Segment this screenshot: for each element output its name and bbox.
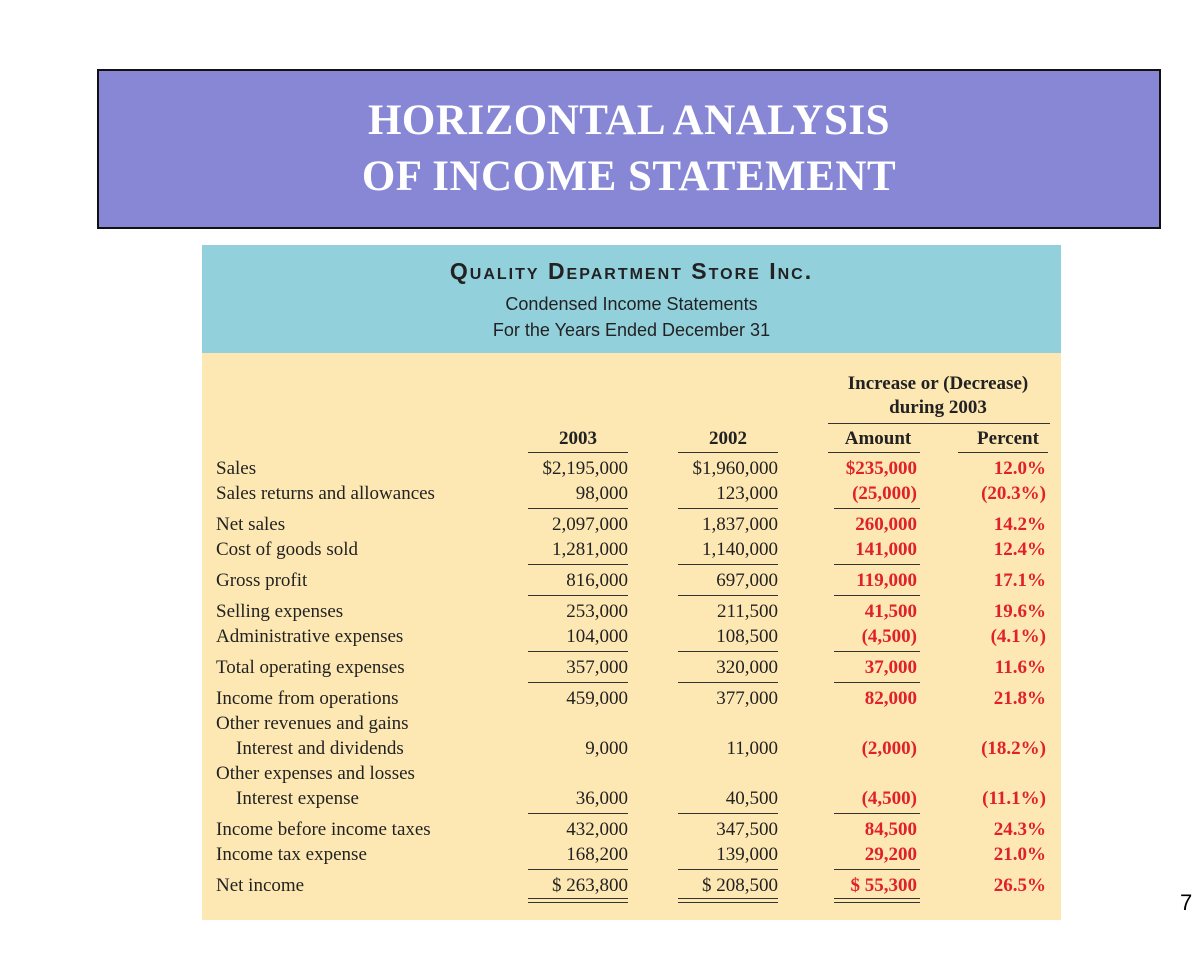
cell-2002: 108,500 [716,626,778,647]
statement-header [202,245,1061,353]
statement-subtitle: Condensed Income Statements [505,294,758,314]
subtotal-rule [528,813,628,814]
subtotal-rule [678,869,778,870]
cell-2002: 123,000 [716,483,778,504]
cell-amount: 260,000 [855,514,917,535]
col-header-rule [828,452,920,453]
cell-2002: 320,000 [716,657,778,678]
row-label: Cost of goods sold [216,539,358,560]
group-header-line-1: Increase or (Decrease) [847,373,1029,394]
cell-2003: $2,195,000 [542,458,628,479]
cell-amount: (4,500) [861,626,917,647]
cell-2003: 253,000 [566,601,628,622]
row-label: Interest and dividends [236,738,404,759]
cell-percent: 26.5% [993,875,1046,896]
cell-2002: 139,000 [716,844,778,865]
cell-amount: 41,500 [864,601,917,622]
cell-2002: 347,500 [716,819,778,840]
page-number: 7 [1180,890,1193,915]
cell-amount: (2,000) [861,738,917,759]
col-header-percent: Percent [977,428,1039,449]
cell-percent: (11.1%) [982,788,1046,809]
cell-2003: 168,200 [566,844,628,865]
subtotal-rule [678,595,778,596]
subtotal-rule [528,682,628,683]
cell-percent: (4.1%) [990,626,1046,647]
cell-percent: 14.2% [993,514,1046,535]
net-income-double-rule [834,898,920,903]
row-label: Other expenses and losses [216,763,415,784]
cell-2003: 357,000 [566,657,628,678]
subtotal-rule [678,651,778,652]
row-label: Sales [216,458,257,479]
cell-amount: (4,500) [861,788,917,809]
cell-amount: 82,000 [864,688,917,709]
cell-2002: 40,500 [725,788,778,809]
cell-amount: $ 55,300 [850,875,917,896]
cell-2002: 377,000 [716,688,778,709]
subtotal-rule [834,564,920,565]
cell-2002: 697,000 [716,570,778,591]
cell-2003: 1,281,000 [552,539,628,560]
cell-2003: 2,097,000 [552,514,628,535]
cell-2003: 816,000 [566,570,628,591]
col-header-amount: Amount [844,428,912,449]
subtotal-rule [834,813,920,814]
cell-percent: 19.6% [993,601,1046,622]
row-label: Net income [216,875,305,896]
cell-2003: 104,000 [566,626,628,647]
cell-percent: (18.2%) [981,738,1046,759]
cell-2002: 211,500 [716,601,778,622]
cell-2002: 11,000 [726,738,778,759]
cell-percent: (20.3%) [981,483,1046,504]
row-label: Selling expenses [216,601,344,622]
subtotal-rule [834,682,920,683]
subtotal-rule [834,508,920,509]
net-income-double-rule [528,898,628,903]
row-label: Gross profit [216,570,308,591]
cell-percent: 12.4% [993,539,1046,560]
cell-2003: 98,000 [575,483,628,504]
col-header-rule [678,452,778,453]
cell-2002: 1,837,000 [702,514,778,535]
statement-period: For the Years Ended December 31 [492,320,771,340]
cell-amount: (25,000) [852,483,917,504]
subtotal-rule [528,869,628,870]
group-header-line-2: during 2003 [889,397,987,418]
subtotal-rule [834,651,920,652]
subtotal-rule [678,813,778,814]
col-header-rule [958,452,1048,453]
cell-percent: 21.0% [993,844,1046,865]
cell-2003: 432,000 [566,819,628,840]
cell-2003: 36,000 [575,788,628,809]
cell-2003: 9,000 [585,738,628,759]
cell-percent: 12.0% [993,458,1046,479]
cell-amount: 84,500 [864,819,917,840]
row-label: Total operating expenses [216,657,405,678]
subtotal-rule [678,564,778,565]
subtotal-rule [528,508,628,509]
row-label: Other revenues and gains [216,713,409,734]
cell-amount: 141,000 [855,539,917,560]
cell-2003: 459,000 [566,688,628,709]
company-name: Quality Department Store Inc. [449,258,814,284]
subtotal-rule [528,564,628,565]
cell-percent: 17.1% [993,570,1046,591]
cell-amount: 37,000 [864,657,917,678]
col-header-2003: 2003 [559,428,597,449]
cell-2002: $ 208,500 [702,875,778,896]
cell-2002: 1,140,000 [702,539,778,560]
slide-title-box [97,69,1161,229]
row-label: Interest expense [236,788,359,809]
row-label: Income before income taxes [216,819,431,840]
subtotal-rule [834,595,920,596]
col-header-rule [528,452,628,453]
cell-percent: 21.8% [993,688,1046,709]
cell-amount: 29,200 [864,844,917,865]
cell-percent: 24.3% [993,819,1046,840]
subtotal-rule [678,508,778,509]
row-label: Net sales [216,514,286,535]
cell-percent: 11.6% [994,657,1046,678]
cell-2003: $ 263,800 [552,875,628,896]
row-label: Sales returns and allowances [216,483,435,504]
group-header-rule [828,423,1050,424]
cell-amount: 119,000 [856,570,917,591]
subtotal-rule [678,682,778,683]
row-label: Income tax expense [216,844,367,865]
slide-title-line-1: HORIZONTAL ANALYSIS [367,97,891,144]
net-income-double-rule [678,898,778,903]
cell-2002: $1,960,000 [692,458,778,479]
subtotal-rule [528,651,628,652]
row-label: Income from operations [216,688,399,709]
slide-title-line-2: OF INCOME STATEMENT [361,153,897,200]
cell-amount: $235,000 [845,458,917,479]
col-header-2002: 2002 [709,428,747,449]
subtotal-rule [528,595,628,596]
row-label: Administrative expenses [216,626,404,647]
subtotal-rule [834,869,920,870]
income-statement [202,245,1061,920]
